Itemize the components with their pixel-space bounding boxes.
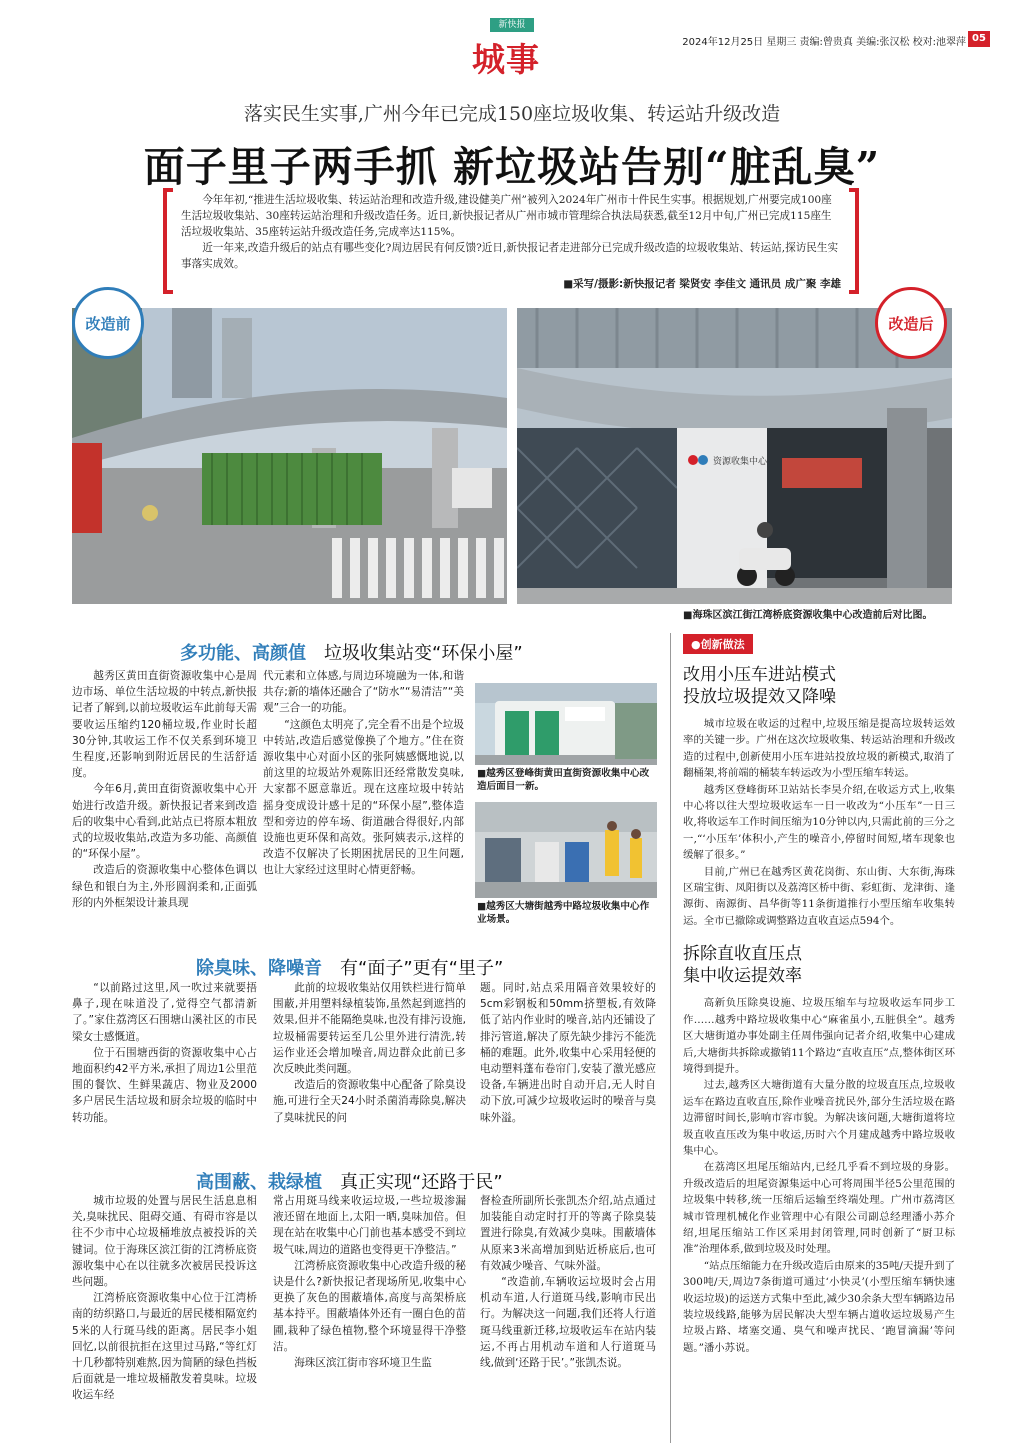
paragraph: “这颜色太明亮了,完全看不出是个垃圾中转站,改造后感觉像换了个地方。”住在资源收集中心对面小区的张阿姨感慨地说,以前这里的垃圾站外观陈旧还经常散发臭味,大家都不愿意靠近。现在这座垃圾中转站摇身变成设计感十足的“环保小屋”,整体造型和旁边的停车场、街道融合得很好,内部设施也更环保和高效。张阿姨表示,这样的改造不仅解决了长期困扰居民的卫生问题,也让大家经过这里时心情更舒畅。 <box>263 718 464 877</box>
after-label: 改造后 <box>888 314 934 333</box>
paragraph: 城市垃圾的处置与居民生活息息相关,臭味扰民、阻碍交通、有碍市容是以往不少市中心垃圾桶堆放点被投诉的关键词。位于海珠区滨江街的江湾桥底资源收集中心在以往就多次被居民投诉这些问题。 <box>72 1195 257 1289</box>
paragraph: 督检查所副所长张凯杰介绍,站点通过加装能自动定时打开的等离子除臭装置进行除臭,有效减少臭味。围蔽墙体从原来3米高增加到贴近桥底后,也可有效减少噪音、气味外溢。 <box>480 1195 656 1272</box>
sidebar-block1 <box>683 716 955 929</box>
paragraph: 江湾桥底资源收集中心改造升级的秘诀是什么?新快报记者现场所见,收集中心更换了灰色的围蔽墙体,高度与高架桥底基本持平。围蔽墙体外还有一圈白色的苗圃,栽种了绿色植物,整个环境显得干净整洁。 <box>273 1259 466 1353</box>
paragraph: 越秀区登峰街环卫站站长李昊介绍,在收运方式上,收集中心将以往大型垃圾收运车一日一收改为“小压车”一日三收,将收运车工作时间压缩为10分钟以内,只需此前的三分之一,“‘小压车’体积小,产生的噪音小,停留时间短,堵车现象也缓解了很多。” <box>683 783 955 862</box>
bracket-left <box>163 188 173 294</box>
sidebar-title-1a: 改用小压车进站模式 <box>683 665 836 685</box>
section1-title-a: 多功能、高颜值 <box>180 643 306 664</box>
section2-col3 <box>480 980 656 1126</box>
paragraph: 改造后的资源收集中心整体色调以绿色和银白为主,外形圆润柔和,正面弧形的内外框架设计兼具现 <box>72 864 257 909</box>
paragraph: 改造后的资源收集中心配备了除臭设施,可进行全天24小时杀菌消毒除臭,解决了臭味扰民的问 <box>273 1079 466 1124</box>
before-label: 改造前 <box>85 314 131 333</box>
paragraph: 今年6月,黄田直街资源收集中心开始进行改造升级。新快报记者来到改造后的收集中心看到,此站点已将原本粗放式的垃圾收集站,改造为多功能、高颜值的“环保小屋”。 <box>72 783 257 861</box>
bracket-right <box>849 188 859 294</box>
section1-col1 <box>72 668 257 911</box>
sidebar-title-2a: 拆除直收直压点 <box>683 944 802 965</box>
paragraph: “站点压缩能力在升级改造后由原来的35吨/天提升到了300吨/天,周边7条街道可通过‘小快灵’(小型压缩车辆快速收运垃圾)的运送方式集中至此,减少30余条大型车辆路边吊装垃圾线路,能够为居民解决大型车辆占道收运垃圾易产生垃圾占路、堵塞交通、臭气和噪声扰民、‘跑冒滴漏’等问题。”潘小苏说。 <box>683 1259 955 1354</box>
after-photo <box>517 308 952 604</box>
photo-caption: ■海珠区滨江街江湾桥底资源收集中心改造前后对比图。 <box>683 610 933 621</box>
paragraph: 在荔湾区坦尾压缩站内,已经几乎看不到垃圾的身影。升级改造后的坦尾资源集运中心可将周围半径5公里范围的垃圾集中转移,统一压缩后运输至终端处理。广州市荔湾区城市管理机械化作业管理中心有限公司副总经理潘小苏介绍,坦尾压缩站工作区采用封闭管理,同时创新了“厨卫标准”治理体系,做到垃圾及时处理。 <box>683 1161 955 1256</box>
section2-heading <box>196 954 503 980</box>
section3-heading <box>196 1168 503 1194</box>
lead-text <box>181 192 841 272</box>
paragraph: 目前,广州已在越秀区黄花岗街、东山街、大东街,海珠区瑞宝街、凤阳街以及荔湾区桥中街、彩虹街、龙津街、逢源街、南源街、昌华街等11条街道推行小型压缩车收集转运。全市已撤除或调整路边直收直运点594个。 <box>683 865 955 927</box>
paragraph: 城市垃圾在收运的过程中,垃圾压缩是提高垃圾转运效率的关键一步。广州在这次垃圾收集、转运站治理和升级改造的过程中,创新使用小压车进站投放垃圾的新模式,取消了翻桶架,将前端的桶装车转运改为小型压缩车转运。 <box>683 718 955 780</box>
section2-col2 <box>273 980 466 1126</box>
before-photo <box>72 308 507 604</box>
lead-paragraph: 今年年初,“推进生活垃圾收集、转运站治理和改造升级,建设健美广州”被列入2024年广州市十件民生实事。根据规划,广州要完成100座生活垃圾收集站、30座转运站治理和升级改造任务。近日,新快报记者从广州市城市管理综合执法局获悉,截至12月中旬,广州已完成115座生活垃圾收集站、35座转运站升级改造任务,完成率达115%。 <box>181 194 832 238</box>
paragraph: 江湾桥底资源收集中心位于江湾桥南的纺织路口,与最近的居民楼相隔宽约5米的人行斑马线的距离。居民李小姐回忆,以前很抗拒在这里过马路,“等红灯十几秒都特别难熬,因为简陋的绿色挡板后面就是一堆垃圾桶散发着臭味。垃圾收运车经 <box>72 1292 257 1402</box>
paragraph: “以前路过这里,风一吹过来就要捂鼻子,现在味道没了,觉得空气都清新了。”家住荔湾区石围塘山溪社区的市民梁女士感慨道。 <box>72 982 257 1043</box>
section2-title-b: 有“面子”更有“里子” <box>340 958 504 979</box>
sidebar-title-2b: 集中收运提效率 <box>683 966 802 987</box>
page-number: 05 <box>968 31 990 47</box>
headline: 面子里子两手抓 新垃圾站告别“脏乱臭” <box>143 143 881 191</box>
sidebar-title-1b: 投放垃圾提效又降噪 <box>683 687 836 707</box>
sidebar-divider <box>670 633 671 1443</box>
section1-col2 <box>263 668 464 879</box>
header-meta: 2024年12月25日 星期三 责编:曾贵真 美编:张汉松 校对:池翠萍 <box>682 37 966 48</box>
paragraph: 常占用斑马线来收运垃圾,一些垃圾渗漏液还留在地面上,太阳一晒,臭味加倍。但现在站在收集中心门前也基本感受不到垃圾气味,周边的道路也变得更干净整洁。” <box>273 1195 466 1256</box>
section1-heading <box>180 639 523 665</box>
section-badge: 新快报 <box>490 18 534 32</box>
section1-title-b: 垃圾收集站变“环保小屋” <box>324 643 523 664</box>
lead-paragraph: 近一年来,改造升级后的站点有哪些变化?周边居民有何反馈?近日,新快报记者走进部分已完成升级改造的垃圾收集站、转运站,探访民生实事落实成效。 <box>181 242 839 270</box>
innovation-tag: ●创新做法 <box>683 634 753 654</box>
lead-box <box>163 188 859 294</box>
section-title: 城事 <box>472 40 540 79</box>
section3-col3 <box>480 1193 656 1371</box>
paragraph: 海珠区滨江街市容环境卫生监 <box>294 1357 432 1370</box>
section3-col1 <box>72 1193 257 1404</box>
paragraph: 高新负压除臭设施、垃圾压缩车与垃圾收运车同步工作……越秀中路垃圾收集中心“麻雀虽小,五脏俱全”。越秀区大塘街道办事处副主任周伟强向记者介绍,收集中心建成后,大塘街共拆除或撤销11个路边“直收直压”点,整体街区环境得到提升。 <box>683 997 955 1075</box>
inset-photo-green-station <box>475 683 657 765</box>
sidebar-block2 <box>683 995 955 1356</box>
paragraph: 题。同时,站点采用隔音效果较好的5cm彩钢板和50mm挤塑板,有效降低了站内作业时的噪音,站内还铺设了排污管道,解决了原先缺少排污不能洗桶的难题。此外,收集中心采用轻便的电动塑料蓬布卷帘门,安装了激光感应设备,车辆进出时自动开启,无人时自动下放,可减少垃圾收运时的噪音与臭味外溢。 <box>480 982 656 1124</box>
before-badge <box>72 287 144 359</box>
paragraph: 越秀区黄田直街资源收集中心是周边市场、单位生活垃圾的中转点,新快报记者了解到,以前垃圾收运车此前每天需要收运压缩约120桶垃圾,作业时长超30分钟,其收运工作不仅关系到环境卫生程度,还影响到附近居民的生活舒适度。 <box>72 670 257 780</box>
section3-title-a: 高围蔽、栽绿植 <box>196 1172 322 1193</box>
inset-caption-1: ■越秀区登峰街黄田直街资源收集中心改造后面目一新。 <box>477 768 650 792</box>
paragraph: 代元素和立体感,与周边环境融为一体,和谐共存;新的墙体还融合了“防水”“易清洁”“美观”三合一的功能。 <box>263 670 464 715</box>
paragraph: 过去,越秀区大塘街道有大量分散的垃圾直压点,垃圾收运车在路边直收直压,除作业噪音扰民外,部分生活垃圾在路边滞留时间长,影响市容市貌。为解决该问题,大塘街道将垃圾直收直压改为集中收运,历时六个月建成越秀中路垃圾收集中心。 <box>683 1079 955 1157</box>
byline: ■采写/摄影:新快报记者 梁贤安 李佳文 通讯员 成广聚 李雄 <box>563 278 841 290</box>
section2-title-a: 除臭味、降噪音 <box>196 958 322 979</box>
inset-caption-2: ■越秀区大塘街越秀中路垃圾收集中心作业场景。 <box>477 901 650 925</box>
paragraph: 此前的垃圾收集站仅用铁栏进行简单围蔽,并用塑料绿植装饰,虽然起到遮挡的效果,但并不能隔绝臭味,也没有排污设施,垃圾桶需要转运至几公里外进行清洗,转运作业还会增加噪音,周边群众此前已多次反映此类问题。 <box>273 982 466 1076</box>
sidebar <box>683 633 955 1356</box>
section2-col1 <box>72 980 257 1126</box>
after-badge <box>875 287 947 359</box>
subheadline: 落实民生实事,广州今年已完成150座垃圾收集、转运站升级改造 <box>243 103 781 125</box>
inset-photo-workers <box>475 802 657 898</box>
facility-sign: 资源收集中心 <box>713 457 768 467</box>
section3-title-b: 真正实现“还路于民” <box>340 1172 503 1193</box>
section3-col2 <box>273 1193 466 1371</box>
paragraph: “改造前,车辆收运垃圾时会占用机动车道,人行道斑马线,影响市民出行。为解决这一问题,我们还将人行道斑马线重新迁移,垃圾收运车在站内装运,不再占用机动车道和人行道斑马线,做到‘还路于民’。”张凯杰说。 <box>480 1276 656 1370</box>
paragraph: 位于石围塘西街的资源收集中心占地面积约42平方米,承担了周边1公里范围的餐饮、生鲜果蔬店、物业及2000多户居民生活垃圾和厨余垃圾的临时中转功能。 <box>72 1046 257 1124</box>
